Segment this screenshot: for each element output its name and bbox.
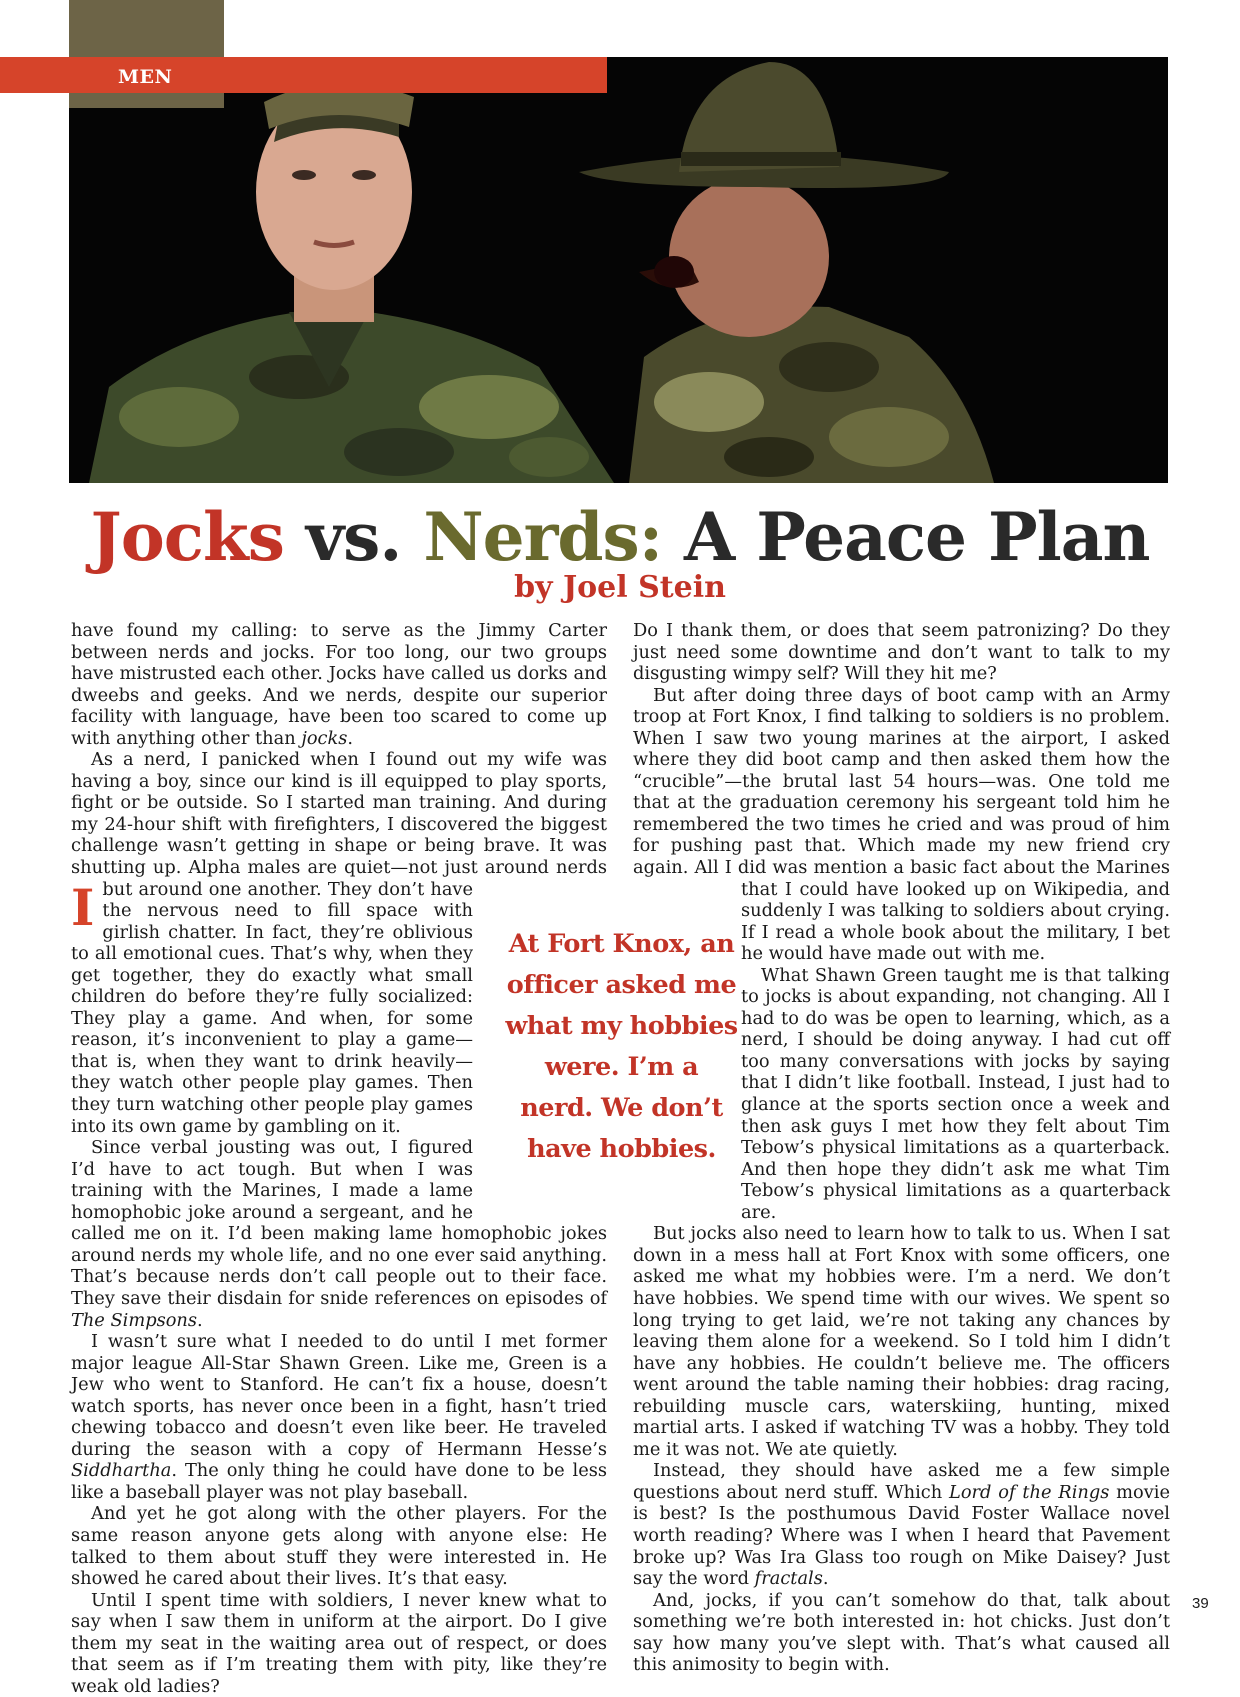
soldiers-illustration: [69, 57, 1168, 483]
paragraph: I wasn’t sure what I needed to do until I met former major league All-Star Shawn Green. Like me, Green is a Jew who went to Stanford. He can’t fix a house, doesn’t watch sports, has never once been in a fight, hasn’t tried chewing tobacco and doesn’t even like beer. He traveled during the season with a copy of Hermann Hesse’s Siddhartha. The only thing he could have done to be less like a baseball player was not play baseball.: [71, 1331, 607, 1503]
paragraph: And yet he got along with the other players. For the same reason anyone gets along with anyone else: He talked to them about stuff they were interested in. He showed he cared about their lives. It’s that easy.: [71, 1503, 607, 1590]
headline-nerds: Nerds:: [423, 498, 663, 576]
page-number: 39: [1192, 1595, 1209, 1612]
paragraph: But jocks also need to learn how to talk to us. When I sat down in a mess hall at Fort Knox with some officers, one asked me what my hobbies were. I’m a nerd. We don’t have hobbies. We spend time with our wives. We spent so long trying to get laid, we’re not taking any chances by leaving them alone for a weekend. So I told him I didn’t have any hobbies. He couldn’t believe me. The officers went around the table naming their hobbies: drag racing, rebuilding muscle cars, waterskiing, hunting, mixed martial arts. I asked if watching TV was a hobby. They told me it was not. We ate quietly.: [633, 1223, 1170, 1460]
paragraph: I have found my calling: to serve as the Jimmy Carter between nerds and jocks. For too long, our two groups have mistrusted each other. Jocks have called us dorks and dweebs and geeks. And we nerds, despite our superior facility with language, have been too scared to come up with anything other than jocks.: [71, 620, 607, 937]
paragraph: Since verbal jousting was out, I figured I’d have to act tough. But when I was training with the Marines, I made a lame homophobic joke around a sergeant, and he called me on it. I’d been making lame homophobic jokes around nerds my whole life, and no one ever said anything. That’s because nerds don’t call people out to their face. They save their disdain for snide references on episodes of The Simpsons.: [71, 1137, 607, 1331]
section-label: MEN: [118, 66, 173, 88]
pull-quote: At Fort Knox, an officer asked me what my hobbies were. I’m a nerd. We don’t have hobbies.: [505, 929, 738, 1164]
paragraph: Do I thank them, or does that seem patronizing? Do they just need some downtime and don’t want to talk to my disgusting wimpy self? Will they hit me?: [633, 620, 1170, 685]
byline: by Joel Stein: [514, 570, 726, 605]
paragraph: But after doing three days of boot camp with an Army troop at Fort Knox, I find talking to soldiers is no problem. When I saw two young marines at the airport, I asked where they did boot camp and then asked them how the “crucible”—the brutal last 54 hours—was. One told me that at the graduation ceremony his sergeant told him he remembered the two times he cried and was proud of him for pushing past that. Which made my new friend cry again. All I did was mention a basic fact about the Marines that I could have looked up on Wikipedia, and suddenly I was talking to soldiers about crying. If I read a whole book about the military, I bet he would have made out with me.: [633, 684, 1170, 965]
paragraph: Until I spent time with soldiers, I never knew what to say when I saw them in uniform at the airport. Do I give them my seat in the waiting area out of respect, or does that seem as if I’m treating them with pity, like they’re weak old ladies?: [71, 1589, 607, 1697]
paragraph: What Shawn Green taught me is that talking to jocks is about expanding, not changing. All I had to do was be open to learning, which, as a nerd, I should be doing anyway. I had cut off too many conversations with jocks by saying that I didn’t like football. Instead, I just had to glance at the sports section once a week and then ask guys I met how they felt about Tim Tebow’s physical limitations as a quarterback. And then hope they didn’t ask me what Tim Tebow’s physical limitations as a quarterback are.: [741, 964, 1170, 1223]
headline-jocks: Jocks: [90, 498, 284, 576]
paragraph: And, jocks, if you can’t somehow do that, talk about something we’re both interested in: hot chicks. Just don’t say how many you’ve slept with. That’s what caused all this animosity to begin with.: [633, 1589, 1170, 1676]
section-bar: [0, 57, 607, 93]
paragraph: Instead, they should have asked me a few simple questions about nerd stuff. Which Lord of the Rings movie is best? Is the posthumous David Foster Wallace novel worth reading? Where was I when I heard that Pavement broke up? Was Ira Glass too rough on Mike Daisey? Just say the word fractals.: [633, 1460, 1171, 1590]
paragraph: As a nerd, I panicked when I found out my wife was having a boy, since our kind is ill equipped to play sports, fight or be outside. So I started man training. And during my 24-hour shift with firefighters, I discovered the biggest challenge wasn’t getting in shape or being brave. It was shutting up. Alpha males are quiet—not just around nerds but around one another. They don’t have the nervous need to fill space with girlish chatter. In fact, they’re oblivious to all emotional cues. That’s why, when they get together, they do exactly what small children do before they’re fully socialized: They play a game. And when, for some reason, it’s inconvenient to play a game—that is, when they want to drink heavily—they watch other people play games. Then they turn watching other people play games into its own game by gambling on it.: [71, 749, 607, 1137]
headline-vs: vs.: [283, 498, 424, 576]
headline-peace-plan: A Peace Plan: [662, 498, 1150, 576]
drop-cap: I: [71, 878, 95, 937]
hero-photo: [69, 57, 1168, 483]
headline: [0, 497, 1240, 577]
